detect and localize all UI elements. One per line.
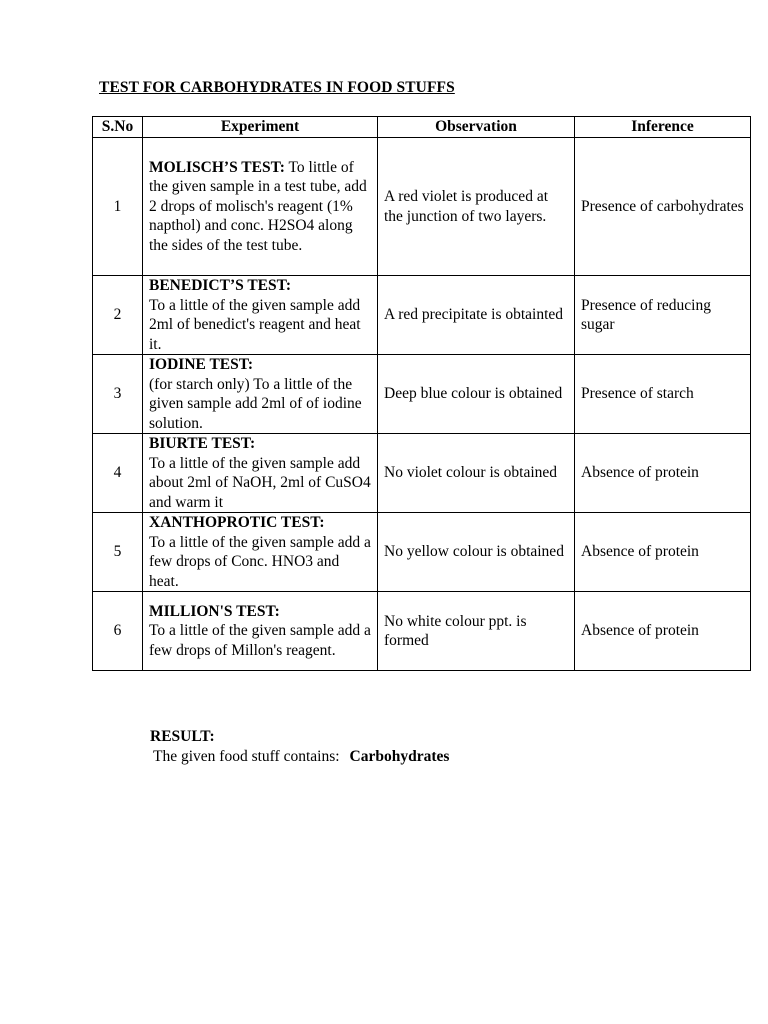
row-sno: 5 [93,513,143,592]
header-experiment: Experiment [143,117,378,138]
table-row [93,592,751,671]
row-sno: 3 [93,355,143,434]
row-inference: Presence of reducing sugar [575,276,751,355]
row-experiment [143,355,378,434]
row-observation: No yellow colour is obtained [378,513,575,592]
experiment-text: To a little of the given sample add a few drops of Millon's reagent. [149,622,371,659]
row-sno: 4 [93,434,143,513]
test-name: MOLISCH’S TEST: [149,158,285,176]
experiment-text: To little of the given sample in a test tube, add 2 drops of molisch's reagent (1% napthol) and conc. H2SO4 along the sides of the test tube. [149,158,367,254]
table-header-row [93,117,751,138]
result-text: The given food stuff contains: [153,748,340,765]
row-experiment [143,592,378,671]
row-sno: 1 [93,138,143,276]
page-title: TEST FOR CARBOHYDRATES IN FOOD STUFFS [99,79,455,96]
test-name: BIURTE TEST: [149,435,256,452]
row-sno: 2 [93,276,143,355]
table-row [93,355,751,434]
row-inference: Absence of protein [575,513,751,592]
row-experiment [143,138,378,276]
experiment-text: To a little of the given sample add a few drops of Conc. HNO3 and heat. [149,533,371,590]
header-observation: Observation [378,117,575,138]
table-row [93,513,751,592]
result-row [150,747,449,767]
experiment-text: (for starch only) To a little of the given sample add 2ml of of iodine solution. [149,375,362,432]
tests-table [92,116,751,671]
row-sno: 6 [93,592,143,671]
row-observation: No white colour ppt. is formed [378,592,575,671]
experiment-text: To a little of the given sample add 2ml of benedict's reagent and heat it. [149,296,361,353]
row-experiment [143,276,378,355]
row-observation: Deep blue colour is obtained [378,355,575,434]
result-value: Carbohydrates [349,748,450,765]
row-observation: A red precipitate is obtainted [378,276,575,355]
test-name: BENEDICT’S TEST: [149,277,291,294]
row-observation: A red violet is produced at the junction of two layers. [378,138,575,276]
row-experiment [143,513,378,592]
result-section [150,727,449,767]
table-row [93,434,751,513]
header-inference: Inference [575,117,751,138]
row-inference: Absence of protein [575,434,751,513]
row-inference: Presence of carbohydrates [575,138,751,276]
header-sno: S.No [93,117,143,138]
experiment-text: To a little of the given sample add about 2ml of NaOH, 2ml of CuSO4 and warm it [149,454,371,511]
table-row [93,276,751,355]
result-label: RESULT: [150,728,215,745]
table-row [93,138,751,276]
row-inference: Absence of protein [575,592,751,671]
row-observation: No violet colour is obtained [378,434,575,513]
row-inference: Presence of starch [575,355,751,434]
test-name: IODINE TEST: [149,356,254,373]
test-name: MILLION'S TEST: [149,602,280,620]
test-name: XANTHOPROTIC TEST: [149,514,325,531]
row-experiment [143,434,378,513]
